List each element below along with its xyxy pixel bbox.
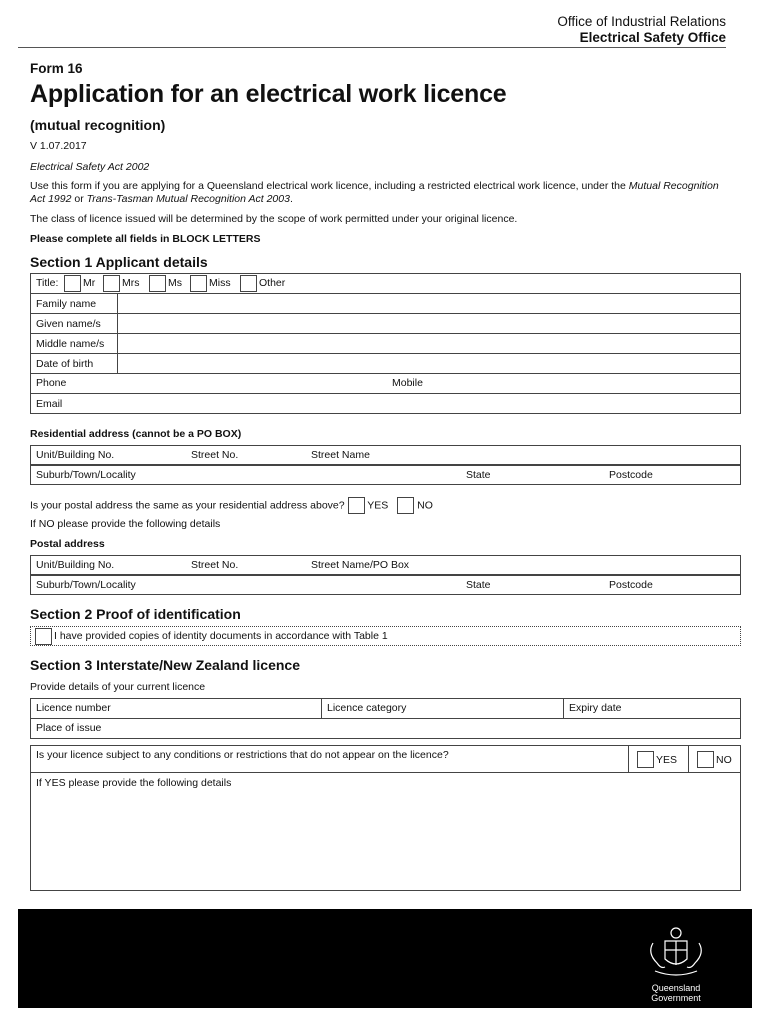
org-name: Office of Industrial Relations xyxy=(557,14,726,29)
family-name-field[interactable] xyxy=(118,294,741,314)
intro-text xyxy=(30,180,720,206)
conditions-yes-label: YES xyxy=(656,754,678,766)
page-subtitle: (mutual recognition) xyxy=(30,117,166,133)
res-suburb-label: Suburb/Town/Locality xyxy=(36,469,136,481)
if-yes-text: If YES please provide the following details xyxy=(36,777,232,789)
postal-suburb-label: Suburb/Town/Locality xyxy=(36,579,136,591)
dob-label: Date of birth xyxy=(31,354,118,374)
section3-title: Section 3 Interstate/New Zealand licence xyxy=(30,657,300,673)
header-divider xyxy=(18,47,726,48)
identification-checkbox[interactable] xyxy=(35,628,52,645)
postal-yes-label: YES xyxy=(367,499,389,512)
postal-yes-checkbox[interactable] xyxy=(348,497,365,514)
postal-unit-label: Unit/Building No. xyxy=(36,559,115,571)
act-name: Electrical Safety Act 2002 xyxy=(30,161,150,173)
licence-category-label: Licence category xyxy=(327,702,407,714)
other-label: Other xyxy=(259,277,286,289)
postal-no-label: NO xyxy=(417,499,433,512)
section2-title: Section 2 Proof of identification xyxy=(30,606,241,622)
mrs-checkbox[interactable] xyxy=(103,275,120,292)
intro-end: . xyxy=(289,193,293,205)
licence-row-2[interactable] xyxy=(30,718,741,739)
conditions-no-checkbox[interactable] xyxy=(697,751,714,768)
provide-details-text: Provide details of your current licence xyxy=(30,681,206,693)
logo-line-1: Queensland xyxy=(651,983,701,993)
family-label: Family name xyxy=(31,294,118,314)
office-name: Electrical Safety Office xyxy=(579,30,726,45)
licence-number-label: Licence number xyxy=(36,702,111,714)
queensland-government-logo xyxy=(640,923,712,1003)
miss-label: Miss xyxy=(209,277,231,289)
section1-title: Section 1 Applicant details xyxy=(30,254,208,270)
intro-act2: Trans-Tasman Mutual Recognition Act 2003 xyxy=(86,193,290,205)
postal-row-1[interactable] xyxy=(30,555,741,575)
header-org xyxy=(557,14,726,46)
given-name-field[interactable] xyxy=(118,314,741,334)
crest-icon xyxy=(645,923,707,981)
block-letters-note: Please complete all fields in BLOCK LETTERS xyxy=(30,233,261,245)
ms-label: Ms xyxy=(168,277,182,289)
class-note: The class of licence issued will be determined by the scope of work permitted under your original licence. xyxy=(30,213,518,225)
middle-name-field[interactable] xyxy=(118,334,741,354)
form-number: Form 16 xyxy=(30,61,83,76)
conditions-details-box[interactable] xyxy=(30,772,741,891)
middle-label: Middle name/s xyxy=(31,334,118,354)
footer-bar xyxy=(18,909,752,1008)
ms-checkbox[interactable] xyxy=(149,275,166,292)
expiry-date-label: Expiry date xyxy=(569,702,622,714)
mr-checkbox[interactable] xyxy=(64,275,81,292)
res-state-label: State xyxy=(466,469,491,481)
res-row-2[interactable] xyxy=(30,465,741,485)
version: V 1.07.2017 xyxy=(30,140,87,152)
residential-heading: Residential address (cannot be a PO BOX) xyxy=(30,428,242,440)
identification-row xyxy=(30,626,741,646)
postal-question xyxy=(30,497,433,514)
res-unit-label: Unit/Building No. xyxy=(36,449,115,461)
licence-row-1[interactable] xyxy=(30,698,741,719)
postal-street-name-label: Street Name/PO Box xyxy=(311,559,410,571)
postal-row-2[interactable] xyxy=(30,575,741,595)
conditions-yes-checkbox[interactable] xyxy=(637,751,654,768)
identification-text: I have provided copies of identity documents in accordance with Table 1 xyxy=(54,630,388,642)
page-title: Application for an electrical work licence xyxy=(30,80,507,108)
if-no-text: If NO please provide the following details xyxy=(30,518,221,530)
res-street-no-label: Street No. xyxy=(191,449,239,461)
postal-heading: Postal address xyxy=(30,538,105,550)
postal-postcode-label: Postcode xyxy=(609,579,653,591)
other-checkbox[interactable] xyxy=(240,275,257,292)
conditions-row xyxy=(30,745,741,773)
mr-label: Mr xyxy=(83,277,96,289)
postal-state-label: State xyxy=(466,579,491,591)
conditions-no-label: NO xyxy=(716,754,732,766)
mrs-label: Mrs xyxy=(122,277,140,289)
given-label: Given name/s xyxy=(31,314,118,334)
intro-part: Use this form if you are applying for a Queensland electrical work licence, including a restricted electrical work licence, under the xyxy=(30,180,629,192)
title-label: Title: xyxy=(36,277,59,289)
applicant-table xyxy=(30,273,741,414)
res-postcode-label: Postcode xyxy=(609,469,653,481)
postal-no-checkbox[interactable] xyxy=(397,497,414,514)
intro-or: or xyxy=(71,193,87,205)
logo-line-2: Government xyxy=(651,993,701,1003)
phone-row[interactable] xyxy=(31,374,740,393)
phone-label: Phone xyxy=(36,377,67,389)
miss-checkbox[interactable] xyxy=(190,275,207,292)
mobile-label: Mobile xyxy=(392,377,423,389)
dob-field[interactable] xyxy=(118,354,741,374)
intro-act1: Mutual Recognition Act 1992 xyxy=(30,180,719,205)
email-label[interactable]: Email xyxy=(31,394,741,414)
conditions-question: Is your licence subject to any conditions or restrictions that do not appear on the licence? xyxy=(36,749,449,761)
postal-question-text: Is your postal address the same as your residential address above? xyxy=(30,499,345,512)
res-street-name-label: Street Name xyxy=(311,449,370,461)
res-row-1[interactable] xyxy=(30,445,741,465)
postal-street-no-label: Street No. xyxy=(191,559,239,571)
place-of-issue-label: Place of issue xyxy=(36,722,102,734)
